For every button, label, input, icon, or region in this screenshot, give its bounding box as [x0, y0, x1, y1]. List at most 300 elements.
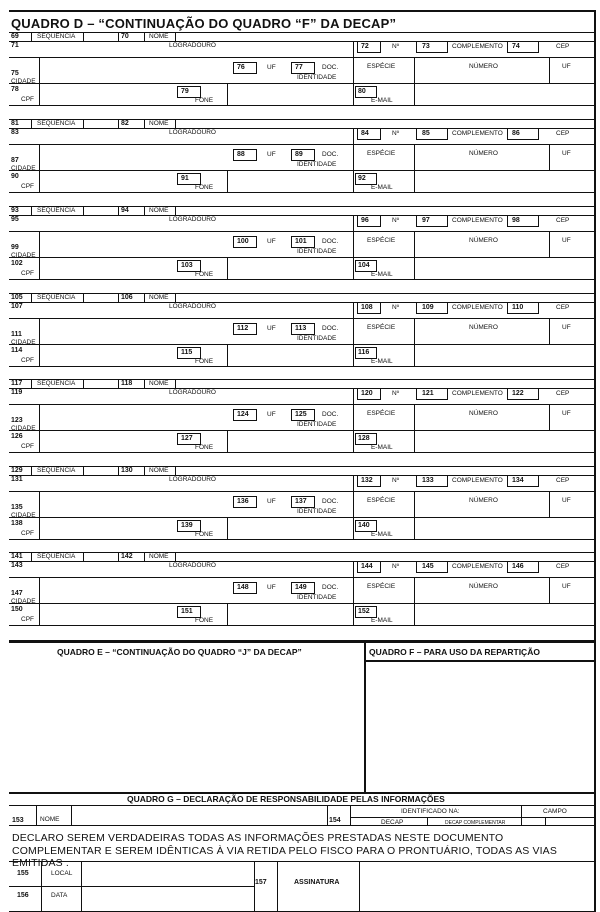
divider: [144, 293, 145, 302]
field-number-cep: 146: [512, 563, 524, 570]
especie-label: ESPÉCIE: [367, 150, 396, 157]
divider: [353, 257, 354, 279]
nome-label: NOME: [40, 816, 60, 823]
logradouro-label: LOGRADOURO: [169, 303, 216, 310]
field-number-nome: 94: [121, 207, 129, 214]
cpf-field[interactable]: [40, 431, 175, 451]
nome-field[interactable]: [176, 119, 356, 128]
fone-input[interactable]: [228, 604, 352, 624]
divider: [414, 318, 415, 344]
field-number-seq: 81: [11, 120, 19, 127]
uf-doc-label: UF: [562, 150, 571, 157]
logradouro-field[interactable]: [11, 483, 351, 491]
doc-label: DOC.: [322, 498, 339, 505]
divider: [36, 805, 37, 825]
field-number-email: 152: [358, 608, 370, 615]
identidade-label: IDENTIDADE: [297, 421, 337, 428]
field-number-complemento: 73: [422, 43, 430, 50]
declaration-text: DECLARO SEREM VERDADEIRAS TODAS AS INFORMAÇÕES PRESTADAS NESTE DOCUMENTO COMPLEMENTAR E SEREM IDÊNTICAS À VIA RETIDA PELO FISCO PARA O PRONTUÁRIO, TODAS AS VIAS EMITIDAS .: [12, 832, 557, 869]
divider: [353, 215, 354, 231]
cep-label: CEP: [556, 217, 570, 224]
numero-label: NÚMERO: [469, 497, 498, 504]
uf-doc-label: UF: [562, 237, 571, 244]
divider: [353, 430, 354, 452]
field-number-doc: 137: [295, 498, 307, 505]
field-number-no: 120: [361, 390, 373, 397]
field-number-uf: 88: [237, 151, 245, 158]
divider: [144, 379, 145, 388]
divider: [350, 817, 594, 818]
numero-label: NÚMERO: [469, 63, 498, 70]
field-number-no: 108: [361, 304, 373, 311]
field-number-no: 144: [361, 563, 373, 570]
email-input[interactable]: [415, 258, 591, 278]
numero-label: NÚMERO: [469, 237, 498, 244]
field-number-complemento: 121: [422, 390, 434, 397]
field-number-seq: 141: [11, 553, 23, 560]
field-number-complemento: 85: [422, 130, 430, 137]
email-input[interactable]: [415, 171, 591, 191]
logradouro-field[interactable]: [11, 310, 351, 318]
divider: [327, 805, 328, 825]
field-number-cpf: 150: [11, 606, 23, 613]
nome-field[interactable]: [176, 379, 356, 388]
divider: [9, 625, 594, 626]
complemento-field[interactable]: [416, 215, 448, 227]
cpf-label: CPF: [21, 530, 34, 537]
no-label: Nº: [392, 390, 400, 397]
divider: [549, 577, 550, 603]
cidade-label: CIDADE: [11, 425, 36, 432]
field-number-fone: 127: [181, 435, 193, 442]
cpf-field[interactable]: [40, 258, 175, 278]
field-number-uf: 124: [237, 411, 249, 418]
doc-label: DOC.: [322, 411, 339, 418]
especie-label: ESPÉCIE: [367, 63, 396, 70]
logradouro-label: LOGRADOURO: [169, 389, 216, 396]
field-number-cep: 122: [512, 390, 524, 397]
field-number-fone: 103: [181, 262, 193, 269]
fone-input[interactable]: [228, 258, 352, 278]
field-number-cidade: 99: [11, 244, 19, 251]
cpf-field[interactable]: [40, 345, 175, 365]
divider: [9, 640, 594, 643]
field-number-nome: 130: [121, 467, 133, 474]
nome-field[interactable]: [176, 466, 356, 475]
divider: [353, 170, 354, 192]
no-label: Nº: [392, 477, 400, 484]
no-label: Nº: [392, 563, 400, 570]
divider: [31, 293, 32, 302]
quadro-f-field: [367, 662, 592, 790]
logradouro-field[interactable]: [11, 136, 351, 144]
logradouro-label: LOGRADOURO: [169, 42, 216, 49]
field-number-157: 157: [255, 879, 267, 886]
divider: [414, 144, 415, 170]
divider: [414, 577, 415, 603]
field-number-nome: 82: [121, 120, 129, 127]
divider: [144, 119, 145, 128]
divider: [277, 861, 278, 912]
assinatura-label: ASSINATURA: [294, 879, 340, 886]
nome-label: NOME: [149, 553, 169, 560]
cpf-label: CPF: [21, 616, 34, 623]
cpf-field[interactable]: [40, 84, 175, 104]
nome-label: NOME: [149, 33, 169, 40]
field-number-153: 153: [12, 817, 24, 824]
nome-field[interactable]: [72, 806, 326, 825]
field-number-logradouro: 95: [11, 216, 19, 223]
field-number-nome: 118: [121, 380, 133, 387]
divider: [549, 318, 550, 344]
no-label: Nº: [392, 130, 400, 137]
nome-label: NOME: [149, 294, 169, 301]
cidade-field[interactable]: [40, 578, 230, 602]
field-number-no: 96: [361, 217, 369, 224]
cep-label: CEP: [556, 390, 570, 397]
nome-field[interactable]: [176, 293, 356, 302]
complemento-label: COMPLEMENTO: [452, 217, 503, 224]
assinatura-field[interactable]: [360, 862, 592, 911]
field-number-seq: 93: [11, 207, 19, 214]
field-number-cidade: 111: [11, 331, 22, 338]
divider: [9, 825, 594, 826]
cpf-label: CPF: [21, 96, 34, 103]
local-field[interactable]: [82, 862, 254, 885]
cidade-label: CIDADE: [11, 339, 36, 346]
identificado-label: IDENTIFICADO NA:: [401, 808, 460, 815]
cpf-field[interactable]: [40, 604, 175, 624]
divider: [9, 192, 594, 193]
cidade-field[interactable]: [40, 145, 230, 169]
field-number-uf: 100: [237, 238, 249, 245]
especie-label: ESPÉCIE: [367, 583, 396, 590]
divider: [353, 388, 354, 404]
field-number-logradouro: 119: [11, 389, 23, 396]
divider: [353, 517, 354, 539]
field-number-doc: 89: [295, 151, 303, 158]
field-number-fone: 139: [181, 522, 193, 529]
divider: [31, 119, 32, 128]
decap-complementar-option[interactable]: DECAP COMPLEMENTAR: [445, 820, 506, 826]
field-number-complemento: 145: [422, 563, 434, 570]
divider: [353, 57, 354, 83]
divider: [31, 32, 32, 41]
campo-label: CAMPO: [543, 808, 567, 815]
fone-input[interactable]: [228, 431, 352, 451]
email-label: E-MAIL: [371, 531, 393, 538]
cidade-field[interactable]: [40, 232, 230, 256]
uf-doc-label: UF: [562, 497, 571, 504]
field-number-complemento: 109: [422, 304, 434, 311]
sequencia-label: SEQÜÊNCIA: [37, 467, 76, 474]
fone-label: FONE: [195, 444, 214, 451]
uf-label: UF: [267, 498, 276, 505]
field-number-no: 132: [361, 477, 373, 484]
field-number-doc: 125: [295, 411, 307, 418]
logradouro-field[interactable]: [11, 49, 351, 57]
email-label: E-MAIL: [371, 617, 393, 624]
uf-label: UF: [267, 64, 276, 71]
divider: [31, 379, 32, 388]
cidade-field[interactable]: [40, 319, 230, 343]
field-number-complemento: 133: [422, 477, 434, 484]
especie-label: ESPÉCIE: [367, 497, 396, 504]
field-number-cep: 74: [512, 43, 520, 50]
field-number-doc: 113: [295, 325, 307, 332]
complemento-field[interactable]: [416, 128, 448, 140]
complemento-label: COMPLEMENTO: [452, 130, 503, 137]
divider: [549, 57, 550, 83]
quadro-f-title: QUADRO F – PARA USO DA REPARTIÇÃO: [369, 647, 540, 657]
logradouro-label: LOGRADOURO: [169, 216, 216, 223]
field-number-uf: 112: [237, 325, 249, 332]
field-number-fone: 91: [181, 175, 189, 182]
logradouro-field[interactable]: [11, 223, 351, 231]
nome-field[interactable]: [176, 32, 356, 41]
fone-label: FONE: [195, 271, 214, 278]
field-number-fone: 151: [181, 608, 193, 615]
divider: [353, 231, 354, 257]
field-number-seq: 129: [11, 467, 23, 474]
divider: [353, 344, 354, 366]
divider: [353, 475, 354, 491]
divider: [353, 83, 354, 105]
divider: [9, 279, 594, 280]
complemento-label: COMPLEMENTO: [452, 43, 503, 50]
divider: [364, 643, 366, 793]
divider: [545, 817, 546, 825]
cep-label: CEP: [556, 43, 570, 50]
divider: [353, 577, 354, 603]
identidade-label: IDENTIDADE: [297, 335, 337, 342]
field-number-nome: 70: [121, 33, 129, 40]
decap-option[interactable]: DECAP: [381, 819, 404, 826]
field-number-cep: 86: [512, 130, 520, 137]
field-number-cpf: 126: [11, 433, 23, 440]
cidade-label: CIDADE: [11, 165, 36, 172]
email-label: E-MAIL: [371, 444, 393, 451]
cep-label: CEP: [556, 130, 570, 137]
numero-label: NÚMERO: [469, 583, 498, 590]
divider: [549, 491, 550, 517]
uf-label: UF: [267, 411, 276, 418]
field-number-cidade: 87: [11, 157, 19, 164]
doc-label: DOC.: [322, 584, 339, 591]
quadro-g-title: QUADRO G – DECLARAÇÃO DE RESPONSABILIDADE PELAS INFORMAÇÕES: [127, 794, 445, 804]
field-number-email: 104: [358, 262, 370, 269]
identidade-label: IDENTIDADE: [297, 161, 337, 168]
cpf-label: CPF: [21, 443, 34, 450]
logradouro-label: LOGRADOURO: [169, 476, 216, 483]
cidade-label: CIDADE: [11, 78, 36, 85]
nome-label: NOME: [149, 380, 169, 387]
cpf-label: CPF: [21, 183, 34, 190]
data-field[interactable]: [82, 887, 254, 911]
divider: [353, 603, 354, 625]
field-number-cpf: 114: [11, 347, 23, 354]
divider: [9, 105, 594, 106]
field-number-cpf: 90: [11, 173, 19, 180]
divider: [414, 231, 415, 257]
field-number-logradouro: 83: [11, 129, 19, 136]
uf-label: UF: [267, 238, 276, 245]
nome-label: NOME: [149, 207, 169, 214]
cep-label: CEP: [556, 304, 570, 311]
fone-label: FONE: [195, 358, 214, 365]
divider: [9, 539, 594, 540]
field-number-cidade: 135: [11, 504, 23, 511]
field-number-logradouro: 143: [11, 562, 23, 569]
email-label: E-MAIL: [371, 97, 393, 104]
fone-input[interactable]: [228, 171, 352, 191]
nome-field[interactable]: [176, 552, 356, 561]
divider: [427, 817, 428, 825]
beneficiary-block: [9, 200, 594, 287]
beneficiary-block: [9, 546, 594, 633]
field-number-logradouro: 107: [11, 303, 23, 310]
email-input[interactable]: [415, 431, 591, 451]
fone-input[interactable]: [228, 84, 352, 104]
field-number-logradouro: 131: [11, 476, 23, 483]
field-number-no: 72: [361, 43, 369, 50]
field-number-email: 128: [358, 435, 370, 442]
sequencia-label: SEQÜÊNCIA: [37, 380, 76, 387]
cidade-field[interactable]: [40, 58, 230, 82]
field-number-cep: 134: [512, 477, 524, 484]
field-number-cpf: 78: [11, 86, 19, 93]
identidade-label: IDENTIDADE: [297, 74, 337, 81]
cpf-label: CPF: [21, 357, 34, 364]
no-label: Nº: [392, 304, 400, 311]
cidade-label: CIDADE: [11, 252, 36, 259]
field-number-seq: 69: [11, 33, 19, 40]
logradouro-field[interactable]: [11, 396, 351, 404]
field-number-uf: 148: [237, 584, 249, 591]
field-number-cidade: 147: [11, 590, 23, 597]
beneficiary-block: [9, 26, 594, 113]
logradouro-label: LOGRADOURO: [169, 562, 216, 569]
especie-label: ESPÉCIE: [367, 410, 396, 417]
complemento-label: COMPLEMENTO: [452, 390, 503, 397]
sequencia-label: SEQÜÊNCIA: [37, 553, 76, 560]
cidade-field[interactable]: [40, 492, 230, 516]
beneficiary-block: [9, 113, 594, 200]
divider: [144, 466, 145, 475]
sequencia-label: SEQÜÊNCIA: [37, 33, 76, 40]
fone-input[interactable]: [228, 518, 352, 538]
divider: [414, 57, 415, 83]
email-input[interactable]: [415, 84, 591, 104]
field-number-cidade: 123: [11, 417, 23, 424]
beneficiary-block: [9, 460, 594, 547]
doc-label: DOC.: [322, 151, 339, 158]
email-label: E-MAIL: [371, 358, 393, 365]
complemento-label: COMPLEMENTO: [452, 477, 503, 484]
divider: [521, 805, 522, 825]
divider: [350, 805, 351, 825]
divider: [549, 144, 550, 170]
field-number-seq: 105: [11, 294, 23, 301]
field-number-email: 92: [358, 175, 366, 182]
email-input[interactable]: [415, 518, 591, 538]
field-number-cpf: 138: [11, 520, 23, 527]
identidade-label: IDENTIDADE: [297, 594, 337, 601]
field-number-email: 80: [358, 88, 366, 95]
divider: [353, 144, 354, 170]
sequencia-label: SEQÜÊNCIA: [37, 294, 76, 301]
numero-label: NÚMERO: [469, 410, 498, 417]
identidade-label: IDENTIDADE: [297, 248, 337, 255]
cidade-field[interactable]: [40, 405, 230, 429]
nome-field[interactable]: [176, 206, 356, 215]
email-label: E-MAIL: [371, 271, 393, 278]
email-input[interactable]: [415, 604, 591, 624]
field-number-email: 140: [358, 522, 370, 529]
cpf-field[interactable]: [40, 171, 175, 191]
no-label: Nº: [392, 217, 400, 224]
divider: [353, 128, 354, 144]
nome-label: NOME: [149, 467, 169, 474]
cidade-label: CIDADE: [11, 512, 36, 519]
uf-doc-label: UF: [562, 63, 571, 70]
field-number-logradouro: 71: [11, 42, 19, 49]
divider: [353, 41, 354, 57]
uf-label: UF: [267, 325, 276, 332]
email-input[interactable]: [415, 345, 591, 365]
uf-label: UF: [267, 151, 276, 158]
field-number-no: 84: [361, 130, 369, 137]
divider: [414, 404, 415, 430]
no-label: Nº: [392, 43, 400, 50]
complemento-label: COMPLEMENTO: [452, 304, 503, 311]
field-number-uf: 136: [237, 498, 249, 505]
numero-label: NÚMERO: [469, 150, 498, 157]
divider: [414, 491, 415, 517]
fone-input[interactable]: [228, 345, 352, 365]
especie-label: ESPÉCIE: [367, 237, 396, 244]
complemento-field[interactable]: [416, 41, 448, 53]
sequencia-label: SEQÜÊNCIA: [37, 120, 76, 127]
field-number-154: 154: [329, 817, 341, 824]
email-label: E-MAIL: [371, 184, 393, 191]
field-number-cidade: 75: [11, 70, 19, 77]
field-number-complemento: 97: [422, 217, 430, 224]
cidade-label: CIDADE: [11, 598, 36, 605]
logradouro-field[interactable]: [11, 569, 351, 577]
field-number-seq: 117: [11, 380, 23, 387]
fone-label: FONE: [195, 531, 214, 538]
nome-label: NOME: [149, 120, 169, 127]
uf-label: UF: [267, 584, 276, 591]
identidade-label: IDENTIDADE: [297, 508, 337, 515]
cpf-field[interactable]: [40, 518, 175, 538]
divider: [31, 552, 32, 561]
divider: [9, 366, 594, 367]
quadro-e-field[interactable]: [11, 660, 361, 790]
field-number-email: 116: [358, 349, 370, 356]
divider: [353, 561, 354, 577]
field-number-nome: 142: [121, 553, 133, 560]
field-number-doc: 101: [295, 238, 307, 245]
field-number-cep: 110: [512, 304, 524, 311]
sequencia-label: SEQÜÊNCIA: [37, 207, 76, 214]
especie-label: ESPÉCIE: [367, 324, 396, 331]
doc-label: DOC.: [322, 64, 339, 71]
divider: [9, 452, 594, 453]
field-number-fone: 115: [181, 349, 193, 356]
complemento-label: COMPLEMENTO: [452, 563, 503, 570]
